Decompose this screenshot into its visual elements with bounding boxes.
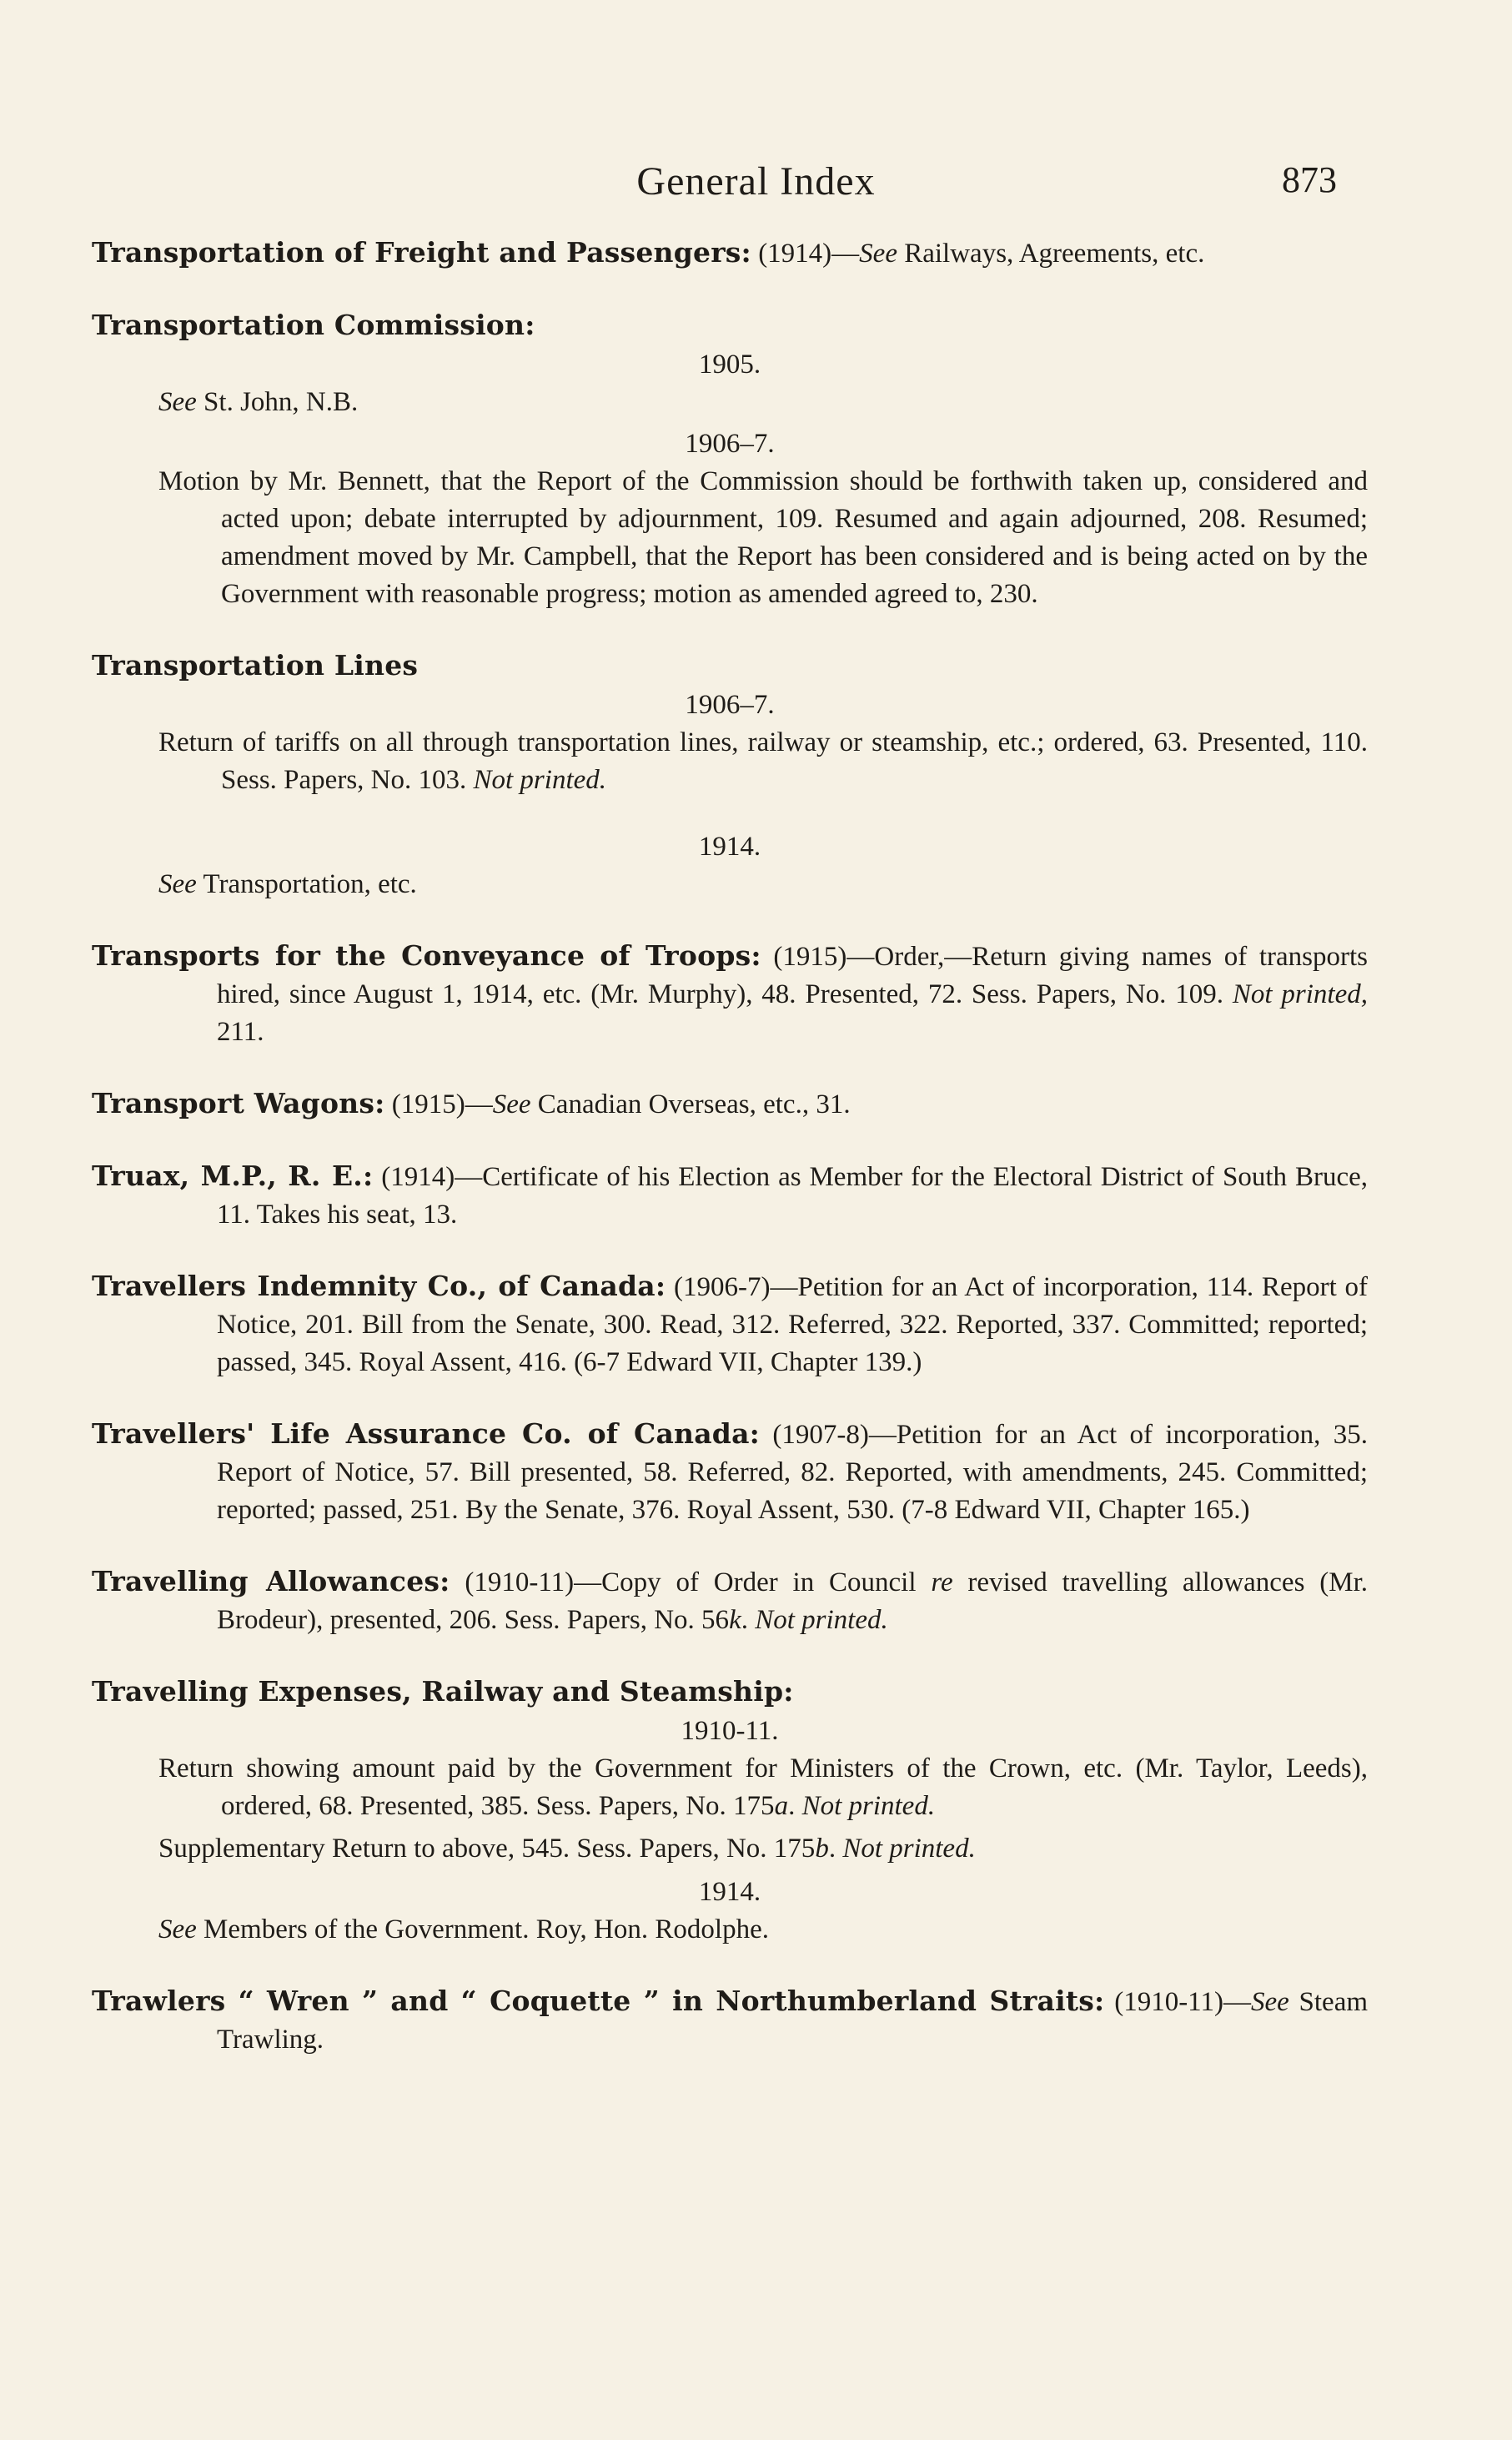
see-reference: See: [492, 1089, 531, 1119]
entry-heading: Truax, M.P., R. E.:: [92, 1160, 374, 1192]
entry-text: Return showing amount paid by the Government for Ministers of the Crown, etc. (Mr. Taylor, Leeds), ordered, 68. Presented, 385. Sess. Papers, No. 175: [158, 1753, 1368, 1821]
entry-text: Railways, Agreements, etc.: [897, 239, 1205, 269]
entry-heading: Transportation of Freight and Passengers:: [92, 236, 751, 269]
entry-text: (1910-11)—: [1104, 1987, 1251, 2017]
year-heading: 1910-11.: [681, 1716, 779, 1746]
index-entry: [92, 646, 1368, 903]
spacer: [92, 804, 1368, 828]
year-heading: 1906–7.: [685, 690, 775, 720]
entry-text: Supplementary Return to above, 545. Sess. Papers, No. 175: [158, 1834, 816, 1864]
entry-paragraph: [92, 724, 1368, 799]
index-entry: [92, 1415, 1368, 1529]
entry-heading: Transportation Commission:: [92, 309, 535, 341]
entry-text: (1915)—Order,—Return giving names of transports hired, since August 1, 1914, etc. (Mr. Murphy), 48. Presented, 72. Sess. Papers, No. 109.: [217, 942, 1368, 1009]
entry-text: (1914)—Certificate of his Election as Member for the Electoral District of South Bruce, 11. Takes his seat, 13.: [217, 1162, 1368, 1230]
entry-text: (1914)—: [751, 239, 860, 269]
entry-text: 211.: [217, 1017, 264, 1047]
entry-line: [92, 1982, 1368, 2059]
year-heading: 1906–7.: [685, 429, 775, 459]
page-title: General Index: [636, 159, 876, 204]
year-heading: 1914.: [698, 832, 761, 862]
entry-heading: Travelling Allowances:: [92, 1565, 450, 1597]
see-reference: See: [158, 1914, 197, 1944]
entry-line: [92, 1415, 1368, 1529]
not-printed-note: Not printed.: [842, 1834, 976, 1864]
year-heading: 1914.: [698, 1877, 761, 1907]
see-reference: See: [158, 387, 197, 417]
paper-letter: a: [774, 1791, 789, 1821]
entry-paragraph: Motion by Mr. Bennett, that the Report of the Commission should be forthwith taken up, considered and acted upon; debate interrupted by adjournment, 109. Resumed and again adjourned, 208. Resumed; amendment moved by Mr. Campbell, that the Report has been considered and is being acted on by the Government with reasonable progress; motion as amended agreed to, 230.: [158, 466, 1368, 609]
see-line: [92, 1911, 1368, 1949]
see-reference: See: [158, 869, 197, 899]
see-text: Transportation, etc.: [196, 869, 417, 899]
entry-paragraph: [92, 1750, 1368, 1825]
entry-line: [92, 1084, 1368, 1124]
entry-text: .: [828, 1834, 843, 1864]
entry-heading: Transports for the Conveyance of Troops:: [92, 939, 761, 972]
entry-text: (1906-7)—Petition for an Act of incorporation, 114. Report of Notice, 201. Bill from the Senate, 300. Read, 312. Referred, 322. Reported, 337. Committed; reported; passed, 345. Royal Assent, 416. (6-7 Edward VII, Chapter 139.): [217, 1272, 1369, 1377]
see-reference: See: [859, 239, 897, 269]
entry-text: (1910-11)—Copy of Order in Council: [450, 1567, 932, 1597]
entry-paragraph: [92, 1830, 1368, 1868]
entry-heading: Transport Wagons:: [92, 1087, 385, 1119]
index-entry: [92, 306, 1368, 613]
entry-text: Steam Trawling.: [217, 1987, 1369, 2055]
not-printed-note: Not printed.: [755, 1605, 888, 1635]
entry-line: [92, 234, 1368, 273]
entry-line: [92, 1673, 1368, 1712]
year-heading: 1905.: [698, 350, 761, 380]
paper-letter: b: [815, 1834, 829, 1864]
not-printed-note: Not printed,: [1232, 979, 1368, 1009]
entry-heading: Transportation Lines: [92, 649, 419, 682]
index-entry: [92, 1267, 1368, 1381]
not-printed-note: Not printed.: [801, 1791, 936, 1821]
entry-text: .: [741, 1605, 756, 1635]
entry-heading: Travellers Indemnity Co., of Canada:: [92, 1270, 666, 1302]
see-text: St. John, N.B.: [196, 387, 359, 417]
entry-line: [92, 1157, 1368, 1234]
entry-line: [92, 1562, 1368, 1639]
page-header: [0, 158, 1512, 209]
index-entry: [92, 234, 1368, 273]
page-number: 873: [1282, 159, 1337, 200]
index-entry: [92, 937, 1368, 1051]
index-entry: [92, 1562, 1368, 1639]
entry-line: [92, 1267, 1368, 1381]
index-entry: [92, 1084, 1368, 1124]
entry-text: .: [788, 1791, 802, 1821]
see-line: [92, 866, 1368, 903]
re-term: re: [931, 1567, 953, 1597]
entry-line: [92, 937, 1368, 1051]
index-content: [92, 234, 1368, 2092]
entry-text: revised travelling allowances (Mr. Brodeur), presented, 206. Sess. Papers, No. 56: [217, 1567, 1368, 1635]
entry-line: [92, 306, 1368, 345]
see-reference: See: [1250, 1987, 1289, 2017]
entry-heading: Travelling Expenses, Railway and Steamship:: [92, 1675, 794, 1708]
index-entry: [92, 1673, 1368, 1949]
entry-text: Return of tariffs on all through transportation lines, railway or steamship, etc.; ordered, 63. Presented, 110. Sess. Papers, No. 103.: [158, 727, 1368, 795]
see-line: [92, 384, 1368, 421]
see-text: Members of the Government. Roy, Hon. Rodolphe.: [196, 1914, 769, 1944]
entry-heading: Trawlers “ Wren ” and “ Coquette ” in Northumberland Straits:: [92, 1985, 1105, 2017]
not-printed-note: Not printed.: [473, 765, 607, 795]
index-entry: [92, 1982, 1368, 2059]
entry-text: (1907-8)—Petition for an Act of incorporation, 35. Report of Notice, 57. Bill presented, 58. Referred, 82. Reported, with amendments, 245. Committed; reported; passed, 251. By the Senate, 376. Royal Assent, 530. (7-8 Edward VII, Chapter 165.): [217, 1420, 1368, 1525]
index-entry: [92, 1157, 1368, 1234]
entry-text: Canadian Overseas, etc., 31.: [530, 1089, 851, 1119]
entry-line: [92, 646, 1368, 686]
paper-letter: k: [729, 1605, 741, 1635]
entry-heading: Travellers' Life Assurance Co. of Canada:: [92, 1417, 761, 1450]
entry-text: (1915)—: [384, 1089, 493, 1119]
